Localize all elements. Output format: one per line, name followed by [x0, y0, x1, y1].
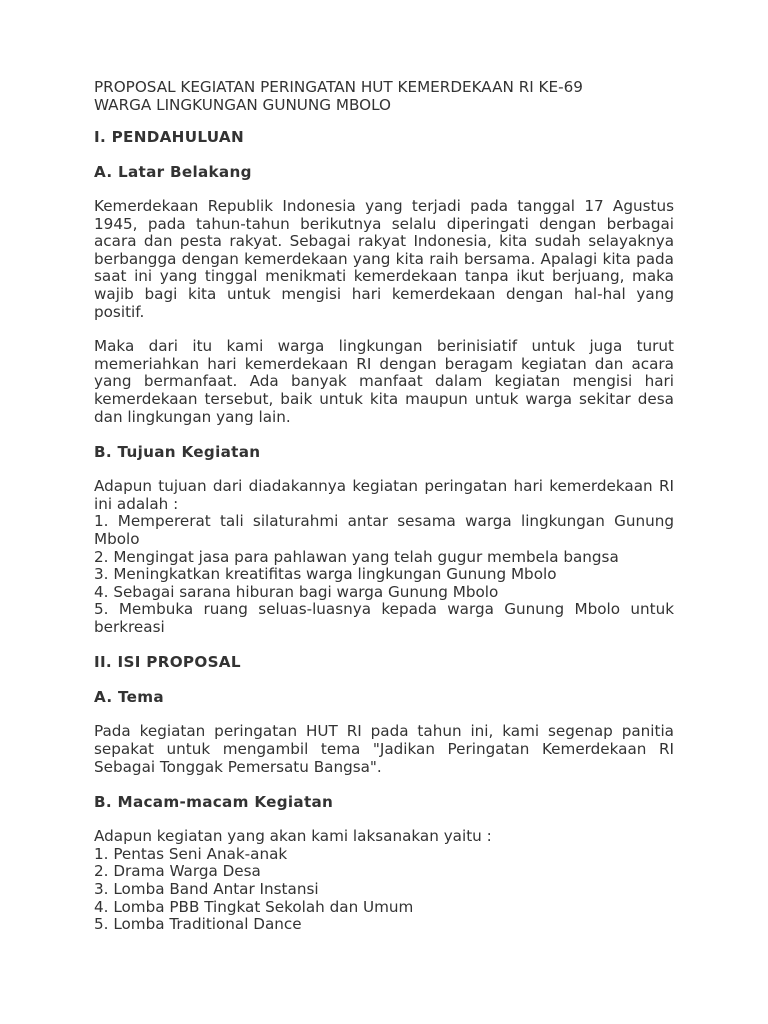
- tujuan-list: [94, 478, 674, 636]
- subheading-tujuan-kegiatan: B. Tujuan Kegiatan: [94, 443, 261, 462]
- kegiatan-list: [94, 828, 674, 934]
- subheading-macam-kegiatan: B. Macam-macam Kegiatan: [94, 793, 334, 812]
- document-title: [94, 78, 674, 114]
- paragraph-latar-1: Kemerdekaan Republik Indonesia yang terjadi pada tanggal 17 Agustus 1945, pada tahun-tahun berikutnya selalu diperingati dengan berbagai acara dan pesta rakyat. Sebagai rakyat Indonesia, kita sudah selayaknya berbangga dengan kemerdekaan yang kita raih bersama. Apalagi kita pada saat ini yang tinggal menikmati kemerdekaan tanpa ikut berjuang, maka wajib bagi kita untuk mengisi hari kemerdekaan dengan hal-hal yang positif.: [94, 197, 674, 321]
- list-item: 3. Meningkatkan kreatifitas warga lingkungan Gunung Mbolo: [94, 565, 557, 584]
- document-page: [94, 78, 674, 951]
- paragraph-tema: Pada kegiatan peringatan HUT RI pada tahun ini, kami segenap panitia sepakat untuk mengambil tema "Jadikan Peringatan Kemerdekaan RI Sebagai Tonggak Pemersatu Bangsa".: [94, 722, 674, 776]
- tujuan-intro: Adapun tujuan dari diadakannya kegiatan peringatan hari kemerdekaan RI ini adalah :: [94, 477, 674, 513]
- list-item: 2. Drama Warga Desa: [94, 862, 261, 881]
- title-line-2: WARGA LINGKUNGAN GUNUNG MBOLO: [94, 96, 391, 114]
- list-item: 5. Lomba Traditional Dance: [94, 915, 302, 934]
- section-heading-pendahuluan: I. PENDAHULUAN: [94, 128, 244, 146]
- list-item: 4. Sebagai sarana hiburan bagi warga Gunung Mbolo: [94, 582, 499, 601]
- list-item: 4. Lomba PBB Tingkat Sekolah dan Umum: [94, 897, 414, 916]
- section-heading-isi-proposal: II. ISI PROPOSAL: [94, 653, 241, 672]
- list-item: 1. Pentas Seni Anak-anak: [94, 844, 288, 863]
- list-item: 1. Mempererat tali silaturahmi antar sesama warga lingkungan Gunung Mbolo: [94, 512, 674, 548]
- list-item: 5. Membuka ruang seluas-luasnya kepada warga Gunung Mbolo untuk berkreasi: [94, 600, 674, 636]
- kegiatan-intro: Adapun kegiatan yang akan kami laksanakan yaitu :: [94, 827, 492, 846]
- title-line-1: PROPOSAL KEGIATAN PERINGATAN HUT KEMERDEKAAN RI KE-69: [94, 78, 583, 96]
- subheading-latar-belakang: A. Latar Belakang: [94, 163, 252, 181]
- list-item: 2. Mengingat jasa para pahlawan yang telah gugur membela bangsa: [94, 547, 619, 566]
- subheading-tema: A. Tema: [94, 688, 164, 707]
- list-item: 3. Lomba Band Antar Instansi: [94, 880, 319, 899]
- paragraph-latar-2: Maka dari itu kami warga lingkungan berinisiatif untuk juga turut memeriahkan hari kemerdekaan RI dengan beragam kegiatan dan acara yang bermanfaat. Ada banyak manfaat dalam kegiatan mengisi hari kemerdekaan tersebut, baik untuk kita maupun untuk warga sekitar desa dan lingkungan yang lain.: [94, 337, 674, 426]
